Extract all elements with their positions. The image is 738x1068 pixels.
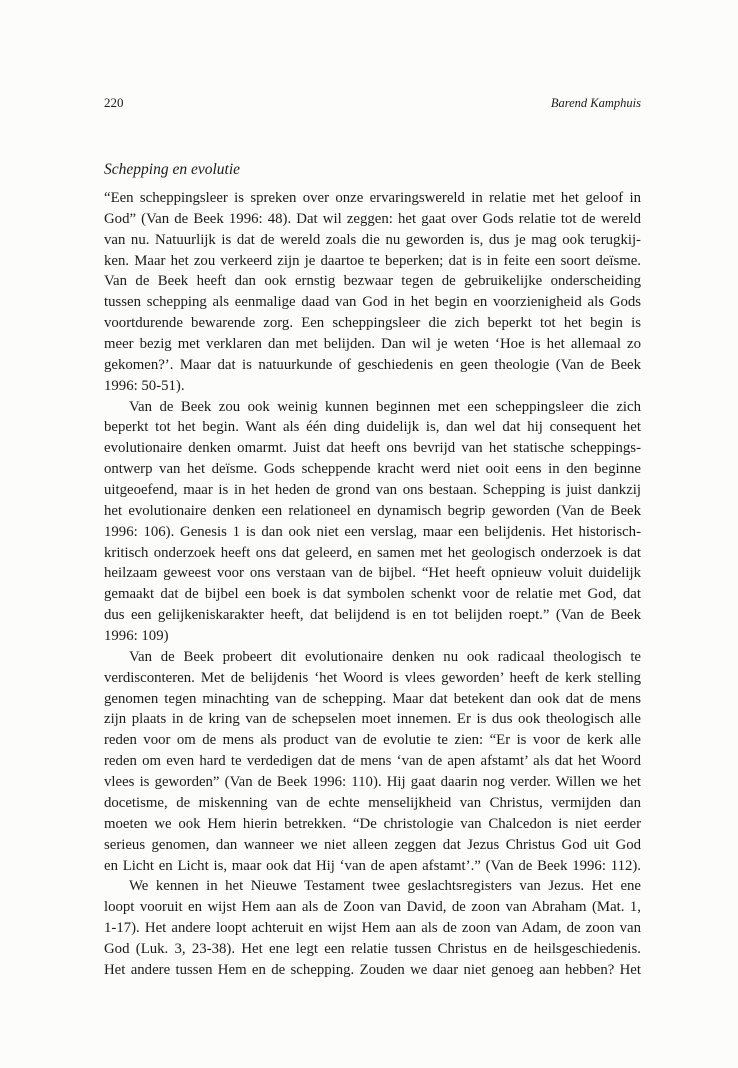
text-line: 1-17). Het andere loopt achteruit en wijst Hem aan als de zoon van Adam, de zoon van — [104, 920, 641, 937]
text-line: serieus genomen, dan wanneer we niet alleen zeggen dat Jezus Christus God uit God — [104, 836, 641, 853]
text-line: van nu. Natuurlijk is dat de wereld zoals die nu geworden is, dus je mag ook terugkij- — [104, 231, 641, 248]
text-line: moeten we ook Hem hierin betrekken. “De christologie van Chalcedon is niet eerder — [104, 815, 641, 832]
paragraph — [104, 647, 641, 876]
text-line: evolutionaire denken omarmt. Juist dat heeft ons bevrijd van het statische scheppings- — [104, 440, 641, 457]
text-line: docetisme, de miskenning van de echte menselijkheid van Christus, vermijden dan — [104, 794, 641, 811]
page-number: 220 — [104, 95, 124, 110]
text-line: zijn plaats in de kring van de schepselen moet innemen. Er is dus ook theologisch alle — [104, 711, 641, 728]
text-line: dus een gelijkeniskarakter heeft, dat belijdend is en tot belijden roept.” (Van de Beek — [104, 607, 641, 624]
text-line: We kennen in het Nieuwe Testament twee geslachtsregisters van Jezus. Het ene — [129, 878, 641, 895]
text-line: uitgeoefend, maar is in het heden de grond van ons bestaan. Schepping is juist dankzij — [104, 482, 641, 499]
text-line: en Licht en Licht is, maar ook dat Hij ‘van de apen afstamt’.” (Van de Beek 1996: 112). — [104, 857, 641, 874]
text-line: kritisch onderzoek heeft ons dat geleerd, en samen met het geologisch onderzoek is dat — [104, 544, 641, 561]
text-line: voortdurende bewarende zorg. Een scheppingsleer die zich beperkt tot het begin is — [104, 315, 641, 332]
text-line: heilzaam geweest voor ons verstaan van de bijbel. “Het heeft opnieuw voluit duidelijk — [104, 565, 641, 582]
text-line: 1996: 50-51). — [104, 377, 185, 394]
section-title: Schepping en evolutie — [104, 161, 241, 178]
text-line: “Een scheppingsleer is spreken over onze ervaringswereld in relatie met het geloof in — [104, 190, 641, 206]
text-line: Van de Beek heeft dan ook ernstig bezwaar tegen de gebruikelijke onderscheiding — [104, 273, 641, 290]
text-line: God (Luk. 3, 23-38). Het ene legt een relatie tussen Christus en de heilsgeschiedenis. — [104, 940, 641, 957]
text-line: 1996: 109) — [104, 628, 169, 645]
text-line: gekomen?’. Maar dat is natuurkunde of geschiedenis en geen theologie (Van de Beek — [104, 356, 641, 373]
paragraph — [104, 876, 641, 980]
text-line: beperkt tot het begin. Want als één ding duidelijk is, dan wel dat hij consequent het — [104, 419, 641, 436]
text-line: genomen tegen minachting van de schepping. Maar dat betekent dan ook dat de mens — [104, 690, 641, 707]
text-line: vlees is geworden” (Van de Beek 1996: 110). Hij gaat daarin nog verder. Willen we het — [104, 774, 641, 791]
paragraph — [104, 397, 641, 647]
text-line: ken. Maar het zou verkeerd zijn je daartoe te beperken; dat is in feite een soort deïsme. — [104, 252, 641, 269]
text-line: ontwerp van het deïsme. Gods scheppende kracht werd niet ooit eens in den beginne — [104, 461, 641, 478]
text-line: het evolutionaire denken een relationeel en dynamisch begrip geworden (Van de Beek — [104, 502, 641, 519]
text-line: verdisconteren. Met de belijdenis ‘het Woord is vlees geworden’ heeft de kerk stelling — [104, 669, 641, 686]
text-line: reden voor om de mens als product van de evolutie te zien: “Er is voor de kerk alle — [104, 732, 641, 749]
running-head-author: Barend Kamphuis — [550, 96, 641, 110]
text-line: Van de Beek zou ook weinig kunnen beginnen met een scheppingsleer die zich — [129, 398, 641, 415]
body-text — [104, 188, 641, 981]
text-line: tussen schepping als eenmalige daad van God in het begin en voorzienigheid als Gods — [104, 294, 641, 311]
text-line: meer bezig met verklaren dan met belijden. Dan wil je weten ‘Hoe is het allemaal zo — [104, 336, 641, 353]
text-line: Van de Beek probeert dit evolutionaire denken nu ook radicaal theologisch te — [129, 648, 641, 665]
paragraph — [104, 188, 641, 397]
text-line: gemaakt dat de bijbel een boek is dat symbolen schenkt voor de relatie met God, dat — [104, 586, 641, 603]
text-line: reden om even hard te verdedigen dat de mens ‘van de apen afstamt’ als dat het Woord — [104, 753, 641, 770]
text-line: God” (Van de Beek 1996: 48). Dat wil zeggen: het gaat over Gods relatie tot de wereld — [104, 210, 641, 227]
text-line: 1996: 106). Genesis 1 is dan ook niet een verslag, maar een belijdenis. Het historisch- — [104, 523, 641, 540]
text-line: Het andere tussen Hem en de schepping. Zouden we daar niet genoeg aan hebben? Het — [104, 961, 641, 978]
text-line: loopt vooruit en wijst Hem aan als de Zoon van David, de zoon van Abraham (Mat. 1, — [104, 899, 641, 916]
